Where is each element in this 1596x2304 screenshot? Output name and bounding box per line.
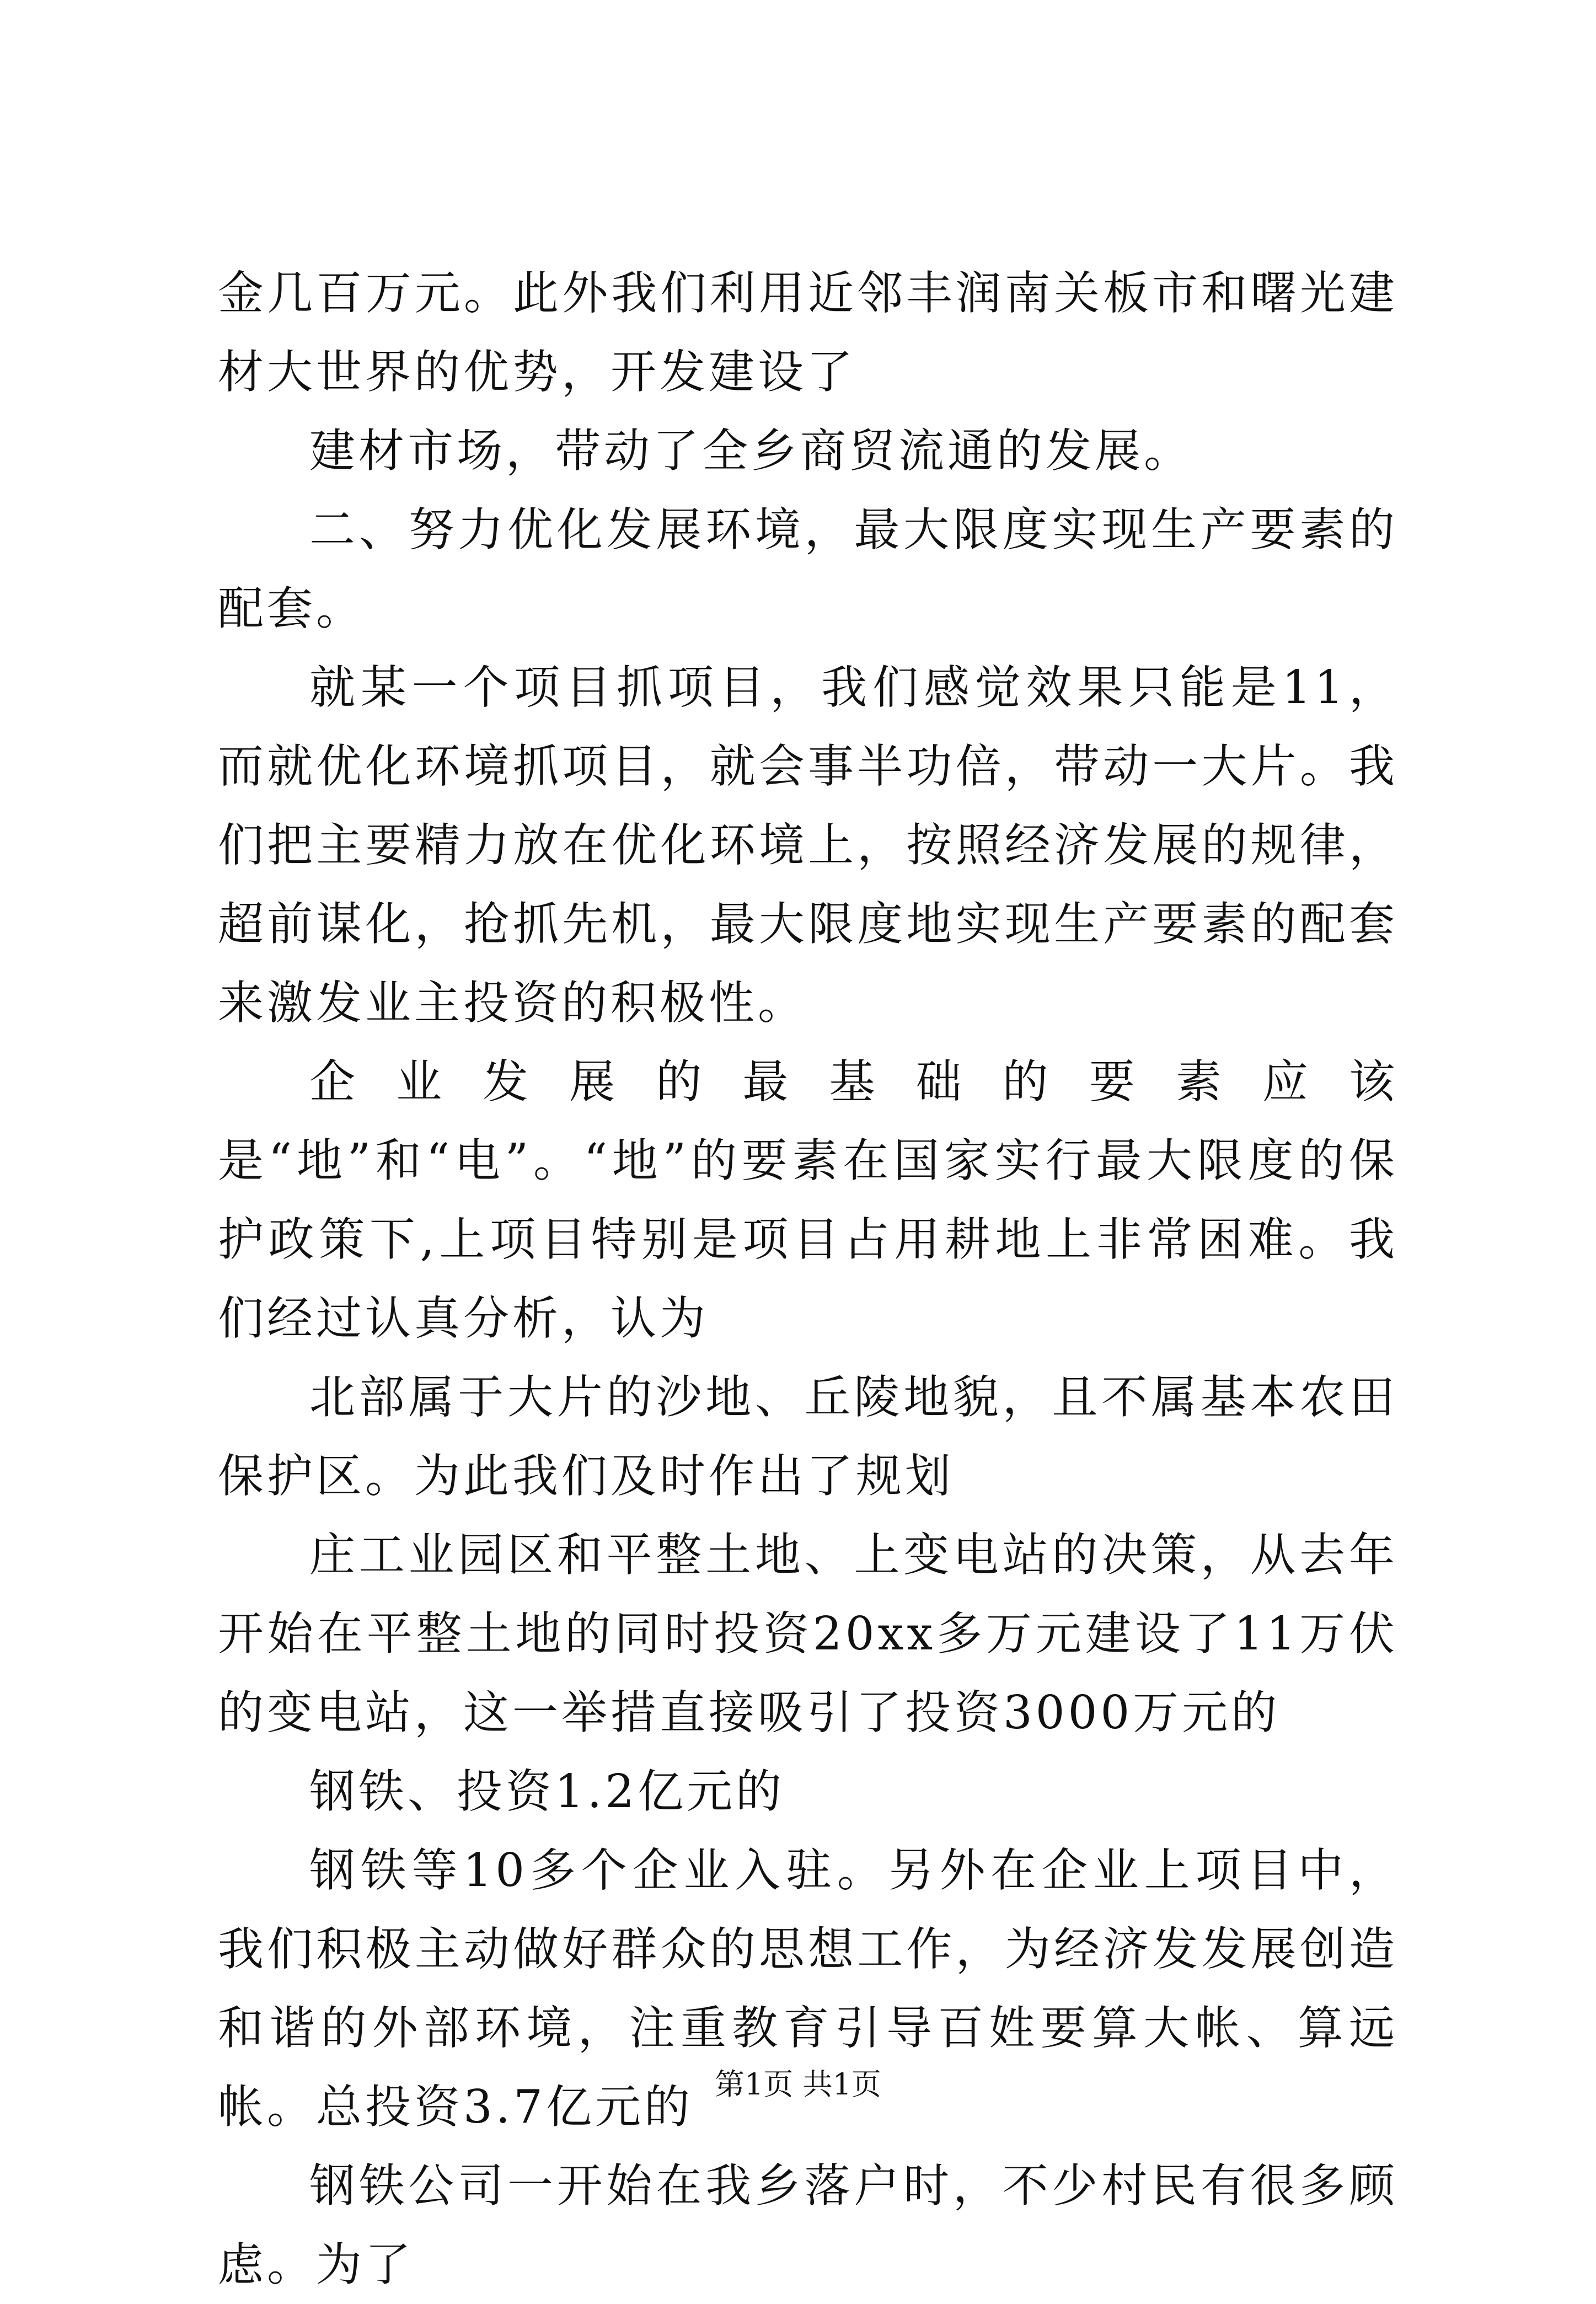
paragraph-2: 建材市场，带动了全乡商贸流通的发展。 [309,424,1193,478]
paragraph-10: 钢铁公司一开始在我乡落户时，不少村民有很多顾虑。为了 [218,2159,1398,2291]
paragraph-5: 企业发展的最基础的要素应该是“地”和“电”。“地”的要素在国家实行最大限度的保护政策下,上项目特别是项目占用耕地上非常困难。我们经过认真分析，认为 [218,1055,1398,1345]
paragraph-6: 北部属于大片的沙地、丘陵地貌，且不属基本农田保护区。为此我们及时作出了规划 [218,1370,1398,1503]
paragraph-8: 钢铁、投资1.2亿元的 [309,1765,785,1818]
document-body [218,254,1398,2304]
paragraph-1: 金几百万元。此外我们利用近邻丰润南关板市和曙光建材大世界的优势，开发建设了 [218,266,1398,399]
page-footer: 第1页 共1页 [715,2067,881,2102]
paragraph-4: 就某一个项目抓项目，我们感觉效果只能是11，而就优化环境抓项目，就会事半功倍，带动一大片。我们把主要精力放在优化环境上，按照经济发展的规律，超前谋化，抢抓先机，最大限度地实现生产要素的配套来激发业主投资的积极性。 [218,661,1398,1030]
paragraph-7: 庄工业园区和平整土地、上变电站的决策，从去年开始在平整土地的同时投资20xx多万元建设了11万伏的变电站，这一举措直接吸引了投资3000万元的 [218,1528,1398,1739]
paragraph-3: 二、努力优化发展环境，最大限度实现生产要素的配套。 [218,503,1398,635]
paragraph-9: 钢铁等10多个企业入驻。另外在企业上项目中，我们积极主动做好群众的思想工作，为经济发发展创造和谐的外部环境，注重教育引导百姓要算大帐、算远帐。总投资3.7亿元的 [218,1844,1398,2134]
